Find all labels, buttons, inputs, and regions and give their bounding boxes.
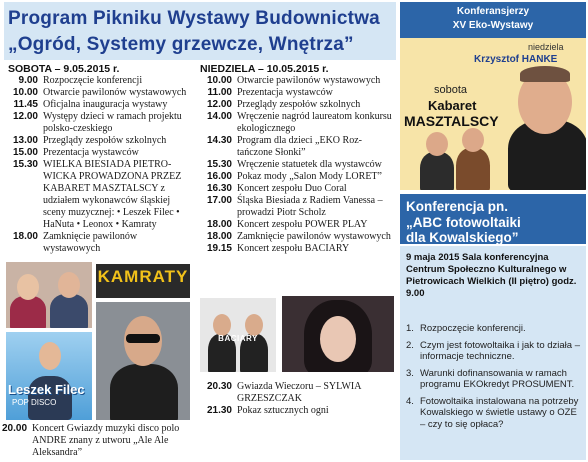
leszek-filec-photo (6, 332, 92, 420)
schedule-time: 21.30 (206, 405, 232, 416)
schedule-desc: Koncert zespołu POWER PLAY (237, 219, 368, 230)
masztalscy-head (426, 132, 448, 156)
hosts-panel (400, 2, 586, 190)
agenda-number: 3. (406, 367, 414, 379)
schedule-desc: WIELKA BIESIADA PIETRO-WICKA PROWADZONA PRZEZ KABARET MASZTALSCY z udziałem wykonawców śląskiej sceny muzycznej: • Leszek Filec • HaNuta • Leonox • Kamraty (43, 159, 182, 230)
schedule-desc: Przeglądy zespołów szkolnych (237, 99, 361, 110)
saturday-schedule (2, 75, 194, 255)
schedule-row (196, 381, 396, 405)
person-head (39, 342, 61, 370)
schedule-row (2, 147, 194, 159)
sunday-host-label: niedziela (528, 42, 564, 52)
hosts-heading-line2: XV Eko-Wystawy (452, 20, 534, 31)
schedule-row (2, 87, 194, 99)
schedule-time: 11.45 (13, 99, 38, 110)
hanke-hair (520, 66, 570, 82)
conference-body (400, 246, 586, 460)
schedule-time: 12.00 (12, 111, 38, 122)
agenda-text: Rozpoczęcie konferencji. (420, 323, 526, 334)
conference-agenda (406, 323, 584, 435)
schedule-time: 12.00 (206, 99, 232, 110)
conference-heading (400, 194, 586, 244)
schedule-time: 16.00 (206, 171, 232, 182)
person-figure (50, 294, 88, 328)
schedule-time: 20.00 (2, 423, 28, 434)
kamraty-photo (96, 264, 190, 298)
schedule-row (196, 171, 396, 183)
schedule-time: 17.00 (206, 195, 232, 206)
agenda-number: 2. (406, 339, 414, 351)
filec-logo: Leszek Filec (8, 382, 85, 397)
schedule-row (196, 183, 396, 195)
agenda-number: 4. (406, 395, 414, 407)
agenda-number: 1. (406, 323, 414, 334)
schedule-time: 19.15 (206, 243, 232, 254)
person-figure (110, 364, 178, 420)
person-head (213, 314, 231, 336)
conference-title-line2: „ABC fotowoltaiki (406, 215, 521, 230)
schedule-time: 15.30 (206, 159, 232, 170)
main-title-line2: „Ogród, Systemy grzewcze, Wnętrza” (8, 34, 354, 55)
schedule-time: 10.00 (12, 87, 38, 98)
schedule-time: 20.30 (206, 381, 232, 392)
schedule-desc: Występy dzieci w ramach projektu polsko-czeskiego (43, 111, 182, 134)
schedule-time: 18.00 (12, 231, 38, 242)
sylwia-grzeszczak-photo (282, 296, 394, 372)
saturday-finale (2, 423, 194, 459)
person-head (245, 314, 263, 336)
agenda-text: Fotowoltaika instalowana na potrzeby Kowalskiego w świetle ustawy o OZE – czy to się opłaca? (420, 395, 579, 430)
hosts-heading (400, 2, 586, 38)
schedule-desc: Prezentacja wystawców (237, 87, 333, 98)
saturday-host-line1: Kabaret (428, 98, 477, 113)
person-head (58, 272, 80, 298)
schedule-row (196, 111, 396, 135)
schedule-row (196, 159, 396, 171)
schedule-time: 18.00 (206, 231, 232, 242)
schedule-desc: Pokaz mody „Salon Mody LORET” (237, 171, 382, 182)
schedule-time: 15.00 (12, 147, 38, 158)
schedule-row (2, 111, 194, 135)
schedule-desc: Wręczenie nagród laureatom konkursu ekologicznego (237, 111, 392, 134)
agenda-text: Czym jest fotowoltaika i jak to działa – informacje techniczne. (420, 339, 580, 362)
schedule-desc: Zamknięcie pawilonów wystawowych (43, 231, 138, 254)
schedule-row (196, 75, 396, 87)
schedule-desc: Pokaz sztucznych ogni (237, 405, 329, 416)
saturday-heading: SOBOTA – 9.05.2015 r. (8, 63, 120, 75)
schedule-desc: Śląska Biesiada z Radiem Vanessa – prowadzi Piotr Scholz (237, 195, 383, 218)
list-item (406, 340, 584, 363)
schedule-row (196, 219, 396, 231)
schedule-time: 11.00 (207, 87, 232, 98)
schedule-time: 13.00 (12, 135, 38, 146)
schedule-desc: Otwarcie pawilonów wystawowych (237, 75, 381, 86)
schedule-time: 14.30 (206, 135, 232, 146)
schedule-desc: Koncert zespołu BACIARY (237, 243, 350, 254)
saturday-host-line2: MASZTALSCY (404, 113, 499, 129)
schedule-time: 14.00 (206, 111, 232, 122)
kamraty-logo: KAMRATY (97, 267, 189, 286)
masztalscy-head (462, 128, 484, 152)
person-head (320, 316, 356, 362)
schedule-time: 16.30 (206, 183, 232, 194)
conference-details: 9 maja 2015 Sala konferencyjna Centrum Społeczno Kulturalnego w Pietrowicach Wielkich (II piętro) godz. 9.00 (406, 252, 577, 299)
sunday-heading: NIEDZIELA – 10.05.2015 r. (200, 63, 329, 75)
schedule-time: 9.00 (18, 75, 38, 86)
schedule-desc: Program dla dzieci „EKO Roz-tańczone Słonki” (237, 135, 362, 158)
schedule-row (196, 87, 396, 99)
schedule-row (196, 405, 396, 417)
sunday-finale (196, 381, 396, 417)
conference-title-line3: dla Kowalskiego” (406, 230, 519, 245)
schedule-desc: Oficjalna inauguracja wystawy (43, 99, 168, 110)
schedule-row (196, 99, 396, 111)
person-figure (10, 296, 46, 328)
main-title (4, 2, 396, 60)
schedule-row (2, 99, 194, 111)
schedule-desc: Koncert zespołu Duo Coral (237, 183, 347, 194)
schedule-row (196, 135, 396, 159)
sunday-schedule (196, 75, 396, 255)
schedule-row (196, 231, 396, 243)
schedule-time: 10.00 (206, 75, 232, 86)
schedule-row (196, 195, 396, 219)
list-item (406, 396, 584, 431)
person-head (17, 274, 39, 300)
hosts-heading-line1: Konferansjerzy (456, 6, 530, 17)
list-item (406, 323, 584, 335)
andre-photo (96, 302, 190, 420)
schedule-row (2, 423, 194, 459)
baciary-logo: BACIARY (218, 334, 258, 343)
masztalscy-figure (420, 152, 454, 190)
schedule-desc: Zamknięcie pawilonów wystawowych (237, 231, 391, 242)
schedule-time: 18.00 (206, 219, 232, 230)
schedule-row (2, 75, 194, 87)
schedule-row (2, 231, 194, 255)
schedule-desc: Rozpoczęcie konferencji (43, 75, 143, 86)
sunday-host-name: Krzysztof HANKE (474, 54, 558, 65)
schedule-desc: Wręczenie statuetek dla wystawców (237, 159, 382, 170)
saturday-host-label: sobota (434, 84, 468, 96)
schedule-desc: Przeglądy zespołów szkolnych (43, 135, 167, 146)
schedule-row (2, 135, 194, 147)
conference-title-line1: Konferencja pn. (406, 199, 509, 214)
schedule-desc: Otwarcie pawilonów wystawowych (43, 87, 187, 98)
schedule-time: 15.30 (12, 159, 38, 170)
main-title-line1: Program Pikniku Wystawy Budownictwa (8, 8, 380, 29)
schedule-row (196, 243, 396, 255)
baciary-photo (200, 298, 276, 372)
sunglasses-icon (126, 334, 160, 343)
schedule-row (2, 159, 194, 231)
filec-subtitle: POP DISCO (12, 398, 57, 407)
schedule-desc: Koncert Gwiazdy muzyki disco polo ANDRE znany z utworu „Ale Ale Aleksandra” (32, 423, 180, 458)
agenda-text: Warunki dofinansowania w ramach programu EKOkredyt PROSUMENT. (420, 367, 575, 390)
duo-photo (6, 262, 92, 328)
schedule-desc: Prezentacja wystawców (43, 147, 139, 158)
list-item (406, 368, 584, 391)
schedule-desc: Gwiazda Wieczoru – SYLWIA GRZESZCZAK (237, 381, 361, 404)
masztalscy-figure (456, 148, 490, 190)
